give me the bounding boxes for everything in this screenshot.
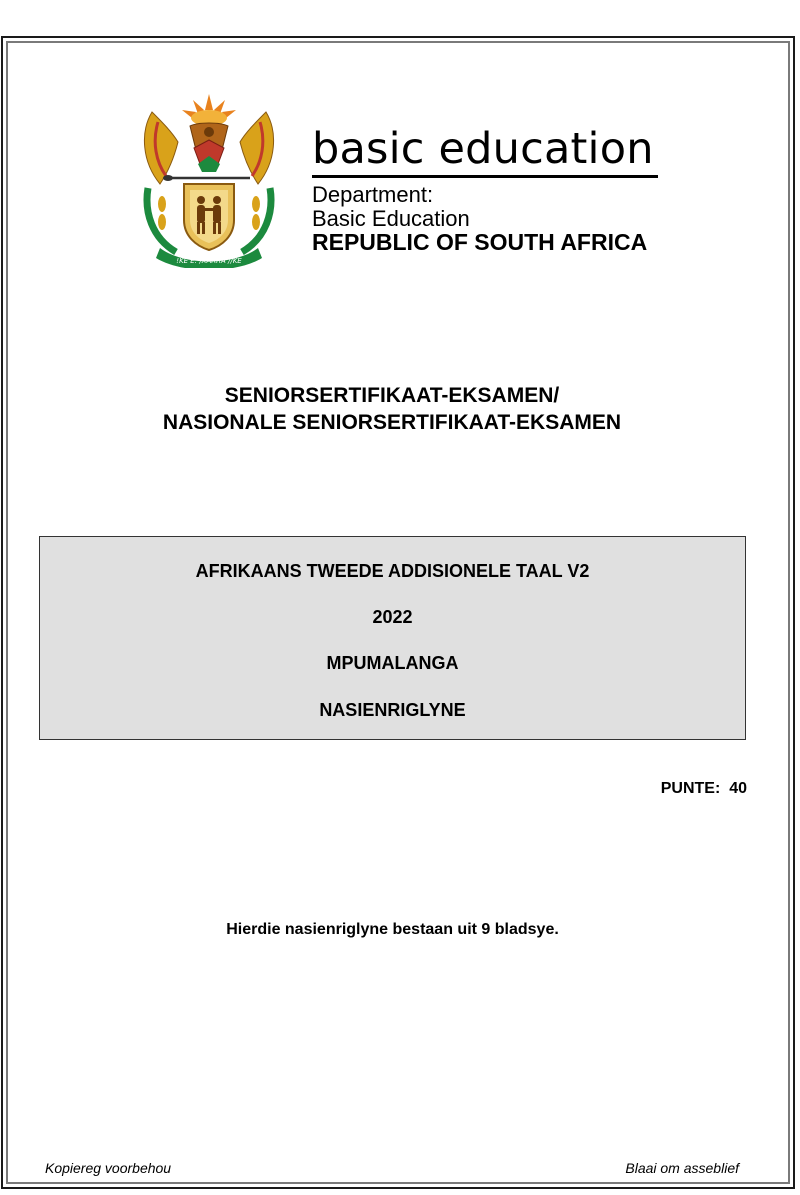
turn-page-note: Blaai om asseblief [625,1160,739,1176]
country-name: REPUBLIC OF SOUTH AFRICA [312,229,648,255]
coat-of-arms-icon [138,92,280,268]
exam-title-line1: SENIORSERTIFIKAAT-EKSAMEN/ [224,384,560,407]
department-name: Basic Education [312,206,470,231]
total-marks: PUNTE: 40 [660,780,747,797]
copyright-note: Kopiereg voorbehou [45,1160,172,1176]
brand-underline [312,175,658,178]
subject-box [39,536,746,740]
page-count-note: Hierdie nasienriglyne bestaan uit 9 bladsye. [226,921,559,938]
brand-title: basic education [312,124,654,174]
province: MPUMALANGA [326,653,459,673]
subject-title: AFRIKAANS TWEEDE ADDISIONELE TAAL V2 [195,561,590,581]
document-type: NASIENRIGLYNE [319,700,466,720]
exam-year: 2022 [372,607,413,627]
department-label: Department: [312,182,434,207]
exam-title-line2: NASIONALE SENIORSERTIFIKAAT-EKSAMEN [162,411,622,434]
crest-motto: !KE E: /XARRA //KE [176,257,242,265]
